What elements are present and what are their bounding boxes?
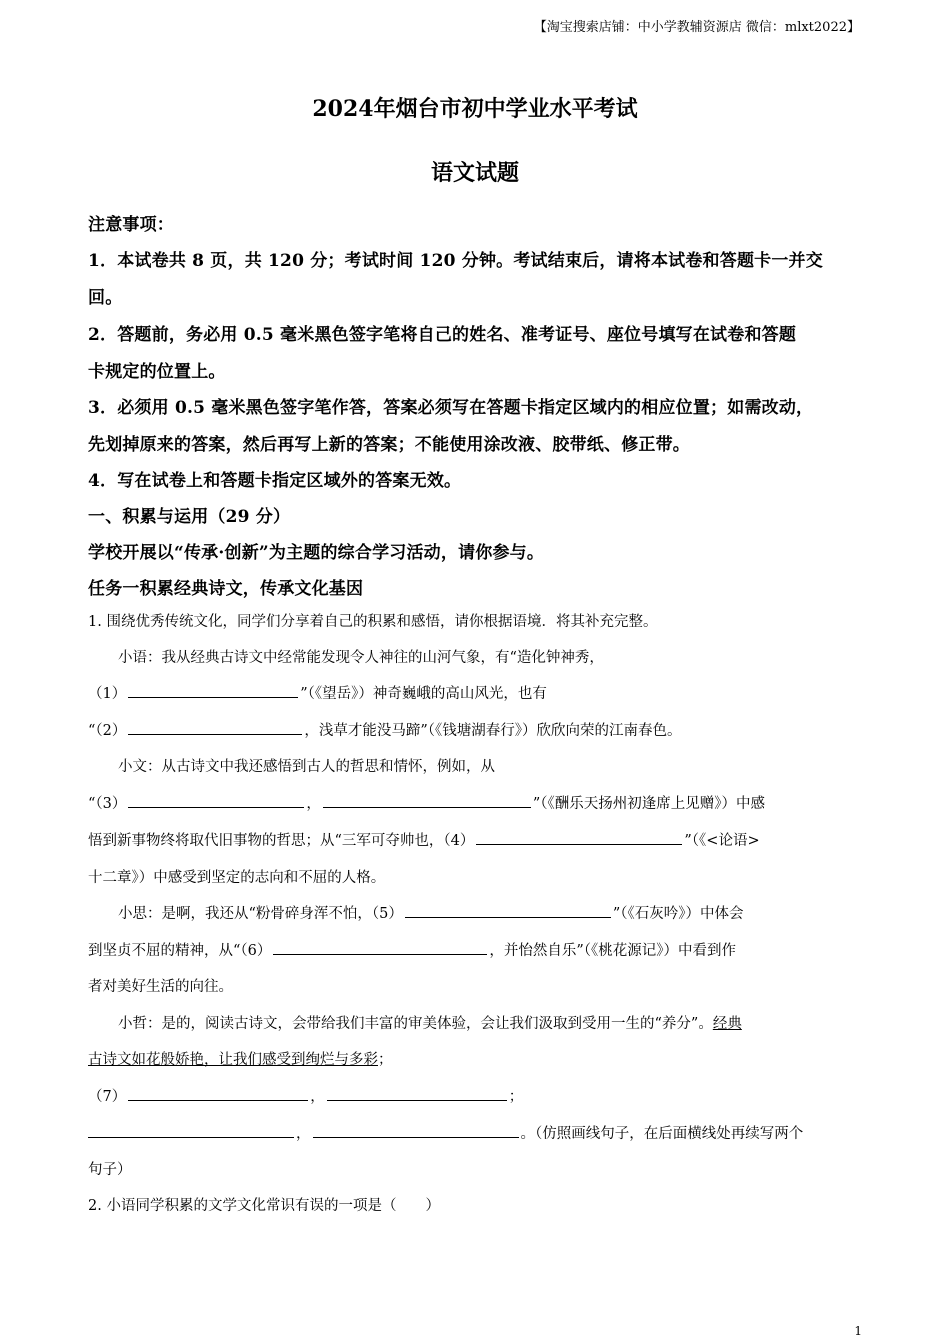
exam-title: 2024年烟台市初中学业水平考试 xyxy=(312,96,638,122)
q1-xiaowen-line4: 十二章》）中感受到坚定的志向和不屈的人格。 xyxy=(88,870,386,886)
header-note: 【淘宝搜索店铺：中小学教辅资源店 微信：mlxt2022】 xyxy=(533,20,860,35)
answer-blank-7a[interactable] xyxy=(128,1086,308,1101)
notice-item-3: 3．必须用 0.5 毫米黑色签字笔作答，答案必须写在答题卡指定区域内的相应位置；如需改动， xyxy=(88,398,814,418)
answer-blank-3[interactable] xyxy=(128,793,304,808)
q1-xiaozhe-line2: 古诗文如花般娇艳，让我们感受到绚烂与多彩； xyxy=(88,1052,393,1068)
q1-xiaoyu-line1: 小语：我从经典古诗文中经常能发现令人神往的山河气象，有“造化钟神秀， xyxy=(118,650,604,666)
answer-blank-3b[interactable] xyxy=(323,793,531,808)
notice-item-3-cont: 先划掉原来的答案，然后再写上新的答案；不能使用涂改液、胶带纸、修正带。 xyxy=(88,435,690,455)
answer-blank-7c[interactable] xyxy=(88,1123,294,1138)
task-heading: 任务一积累经典诗文，传承文化基因 xyxy=(88,579,364,599)
q1-xiaosi-line2: 到坚贞不屈的精神，从“（6） ，并怡然自乐”（《桃花源记》）中看到作 xyxy=(88,939,736,960)
notice-item-4: 4．写在试卷上和答题卡指定区域外的答案无效。 xyxy=(88,471,462,491)
q1-xiaosi-line3: 者对美好生活的向往。 xyxy=(88,979,233,995)
page-number: 1 xyxy=(854,1324,862,1338)
notice-item-1: 1．本试卷共 8 页，共 120 分；考试时间 120 分钟。考试结束后，请将本试卷和答题卡一并交 xyxy=(88,251,823,271)
q1-xiaozhe-line5: 句子） xyxy=(88,1162,132,1178)
notice-item-1-cont: 回。 xyxy=(88,288,123,308)
notice-heading: 注意事项： xyxy=(88,215,174,235)
q1-xiaowen-line2: “（3） ， ”（《酬乐天扬州初逢席上见赠》）中感 xyxy=(88,792,765,813)
notice-item-2: 2．答题前，务必用 0.5 毫米黑色签字笔将自己的姓名、准考证号、座位号填写在试卷和答题 xyxy=(88,325,797,345)
exam-subtitle: 语文试题 xyxy=(430,160,519,186)
answer-blank-4[interactable] xyxy=(476,830,682,845)
answer-blank-5[interactable] xyxy=(405,903,611,918)
question-2-stem: 2. 小语同学积累的文学文化常识有误的一项是（ ） xyxy=(88,1198,440,1214)
answer-blank-7b[interactable] xyxy=(327,1086,507,1101)
notice-item-2-cont: 卡规定的位置上。 xyxy=(88,362,226,382)
question-1-stem: 1. 围绕优秀传统文化，同学们分享着自己的积累和感悟，请你根据语境．将其补充完整。 xyxy=(88,614,658,630)
q1-xiaowen-line1: 小文：从古诗文中我还感悟到古人的哲思和情怀，例如，从 xyxy=(118,759,495,775)
activity-intro: 学校开展以“传承·创新”为主题的综合学习活动，请你参与。 xyxy=(88,543,545,563)
answer-blank-2[interactable] xyxy=(128,720,302,735)
section-heading: 一、积累与运用（29 分） xyxy=(88,507,291,527)
answer-blank-1[interactable] xyxy=(128,683,298,698)
answer-blank-7d[interactable] xyxy=(313,1123,519,1138)
q1-xiaoyu-line2: （1） ”（《望岳》）神奇巍峨的高山风光，也有 xyxy=(88,682,547,703)
q1-xiaosi-line1: 小思：是啊，我还从“粉骨碎身浑不怕，（5） ”（《石灰吟》）中体会 xyxy=(118,902,744,923)
answer-blank-6[interactable] xyxy=(273,940,487,955)
q1-xiaowen-line3: 悟到新事物终将取代旧事物的哲思；从“三军可夺帅也，（4） ”（《<论语> xyxy=(88,829,760,850)
q1-xiaozhe-line1: 小哲：是的，阅读古诗文，会带给我们丰富的审美体验，会让我们汲取到受用一生的“养分”。经典 xyxy=(118,1016,742,1032)
q1-xiaozhe-line3: （7） ， ； xyxy=(88,1085,523,1106)
q1-xiaoyu-line3: “（2） ，浅草才能没马蹄”（《钱塘湖春行》）欣欣向荣的江南春色。 xyxy=(88,719,682,740)
q1-xiaozhe-line4: ， 。（仿照画线句子，在后面横线处再续写两个 xyxy=(88,1122,803,1143)
